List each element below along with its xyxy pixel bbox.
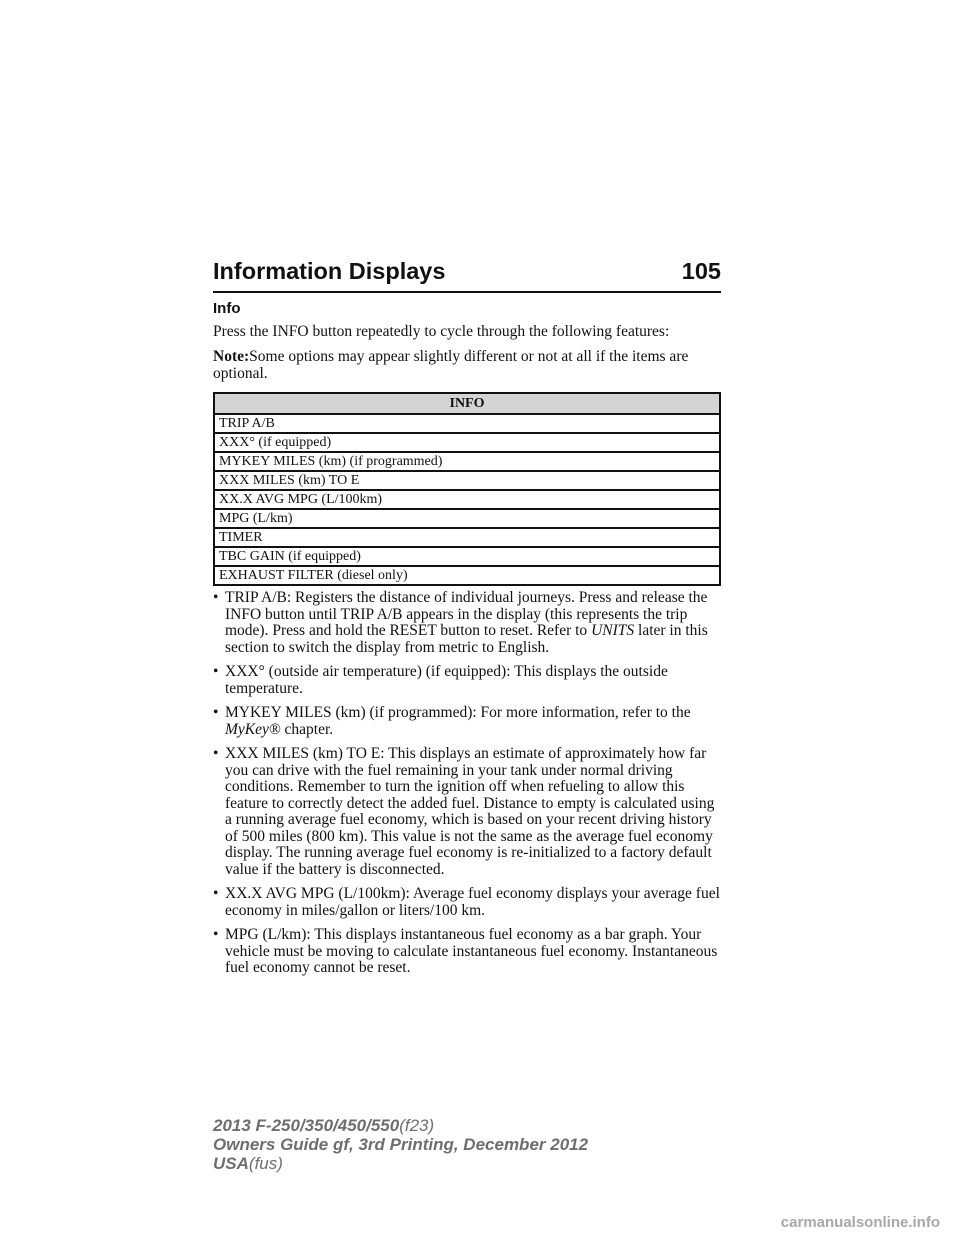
- feature-bullet-list: [213, 590, 721, 977]
- table-row: [214, 528, 720, 547]
- bullet-icon: •: [213, 885, 219, 902]
- page-number: 105: [681, 258, 721, 284]
- list-item: • MPG (L/km): This displays instantaneous fuel economy as a bar graph. Your vehicle must be moving to calculate instantaneous fuel economy. Instantaneous fuel economy cannot be reset.: [213, 926, 718, 976]
- table-cell: TBC GAIN (if equipped): [214, 547, 720, 566]
- list-item: • MYKEY MILES (km) (if programmed): For more information, refer to the MyKey® chapter.: [213, 704, 691, 738]
- list-item: • XXX MILES (km) TO E: This displays an estimate of approximately how far you can drive with the fuel remaining in your tank under normal driving conditions. Remember to turn the ignition off when refueling to allow this feature to correctly detect the added fuel. Distance to empty is calculated using a running average fuel economy, which is based on your recent driving history of 500 miles (800 km). This value is not the same as the average fuel economy display. The running average fuel economy is re-initialized to a factory default value if the battery is disconnected.: [213, 745, 715, 878]
- bullet-icon: •: [213, 704, 219, 721]
- table-row: [214, 433, 720, 452]
- table-cell: MYKEY MILES (km) (if programmed): [214, 452, 720, 471]
- chapter-title: Information Displays: [213, 258, 446, 284]
- note-label: Note:: [213, 348, 250, 365]
- table-cell: XXX MILES (km) TO E: [214, 471, 720, 490]
- page-header: [213, 258, 721, 285]
- table-row: [214, 509, 720, 528]
- table-cell: XX.X AVG MPG (L/100km): [214, 490, 720, 509]
- cross-reference: UNITS: [591, 622, 635, 639]
- cross-reference: MyKey®: [225, 720, 281, 738]
- page-body: [213, 300, 721, 985]
- note-paragraph: [213, 348, 721, 382]
- bullet-icon: •: [213, 745, 219, 762]
- table-cell: EXHAUST FILTER (diesel only): [214, 566, 720, 585]
- table-row: [214, 490, 720, 509]
- list-item: • XXX° (outside air temperature) (if equipped): This displays the outside temperature.: [213, 663, 668, 697]
- header-divider: [213, 291, 721, 293]
- table-cell: TRIP A/B: [214, 414, 720, 433]
- table-row: [214, 471, 720, 490]
- table-row: [214, 452, 720, 471]
- footer-market-line: USA(fus): [213, 1154, 283, 1173]
- note-text: Some options may appear slightly different or not at all if the items are optional.: [213, 348, 689, 382]
- bullet-icon: •: [213, 926, 219, 943]
- bullet-icon: •: [213, 589, 219, 606]
- site-watermark: carmanualsonline.info: [780, 1214, 940, 1231]
- table-row: [214, 547, 720, 566]
- bullet-icon: •: [213, 663, 219, 680]
- footer-edition-line: Owners Guide gf, 3rd Printing, December 2012: [213, 1135, 589, 1154]
- list-item: • TRIP A/B: Registers the distance of individual journeys. Press and release the INFO button until TRIP A/B appears in the display (this represents the trip mode). Press and hold the RESET button to reset. Refer to UNITS later in this section to switch the display from metric to English.: [213, 589, 708, 656]
- list-item: • XX.X AVG MPG (L/100km): Average fuel economy displays your average fuel economy in miles/gallon or liters/100 km.: [213, 885, 720, 919]
- intro-paragraph: Press the INFO button repeatedly to cycle through the following features:: [213, 323, 670, 340]
- page-footer: [213, 1116, 588, 1173]
- table-row: [214, 414, 720, 433]
- footer-model-line: 2013 F-250/350/450/550(f23): [213, 1116, 435, 1135]
- info-table: [213, 392, 721, 586]
- table-cell: TIMER: [214, 528, 720, 547]
- table-row: [214, 566, 720, 585]
- table-cell: MPG (L/km): [214, 509, 720, 528]
- info-table-header: INFO: [214, 393, 720, 414]
- section-title: Info: [213, 300, 241, 317]
- table-cell: XXX° (if equipped): [214, 433, 720, 452]
